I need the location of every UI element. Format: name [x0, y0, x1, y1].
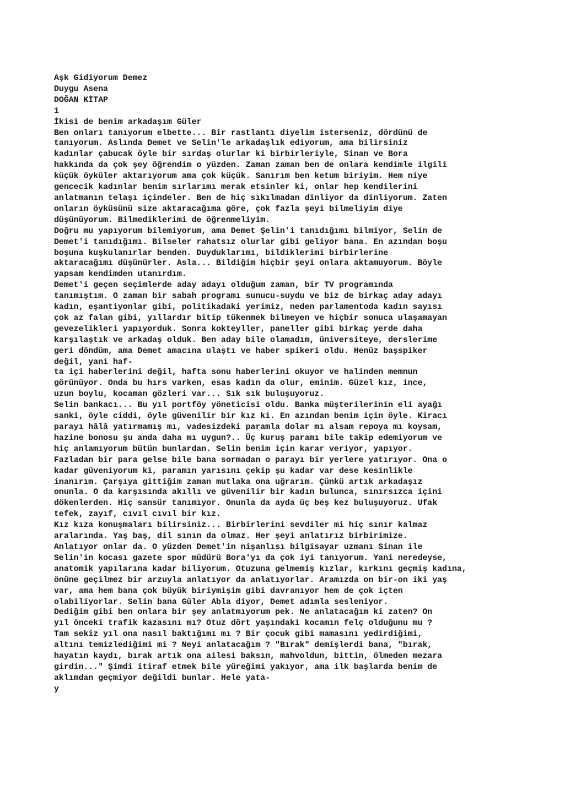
text-line: gevezelikleri yapıyorduk. Sonra kokteyller, paneller gibi birkaç yerde daha [54, 324, 423, 334]
text-line: düşünüyorum. Bilmediklerimi de öğrenmeliyim. [54, 215, 271, 225]
text-line: önüne geçilmez bir arzuyla anlatıyor da anlatıyorlar. Aramızda on bir-on iki yaş [54, 575, 448, 585]
text-line: girdin..." Şimdi itiraf etmek bile yüreğimi yakıyor, ama ilk başlarda benim de [54, 662, 438, 672]
text-line: y [54, 684, 59, 694]
text-line: Tam sekiz yıl ona nasıl baktığımı mı ? Bir çocuk gibi mamasını yedirdiğimi, [54, 630, 423, 640]
text-line: Demet'i tanıdığımı. Bilseler rahatsız olurlar gibi geliyor bana. En azından boşu [54, 237, 448, 247]
text-line: Selin'in kocası gazete spor müdürü Bora'yı da çok iyi tanıyorum. Yani neredeyse, [54, 553, 448, 563]
text-line: kadınlar çabucak öyle bir sırdaş olurlar ki birbirleriyle, Sinan ve Bora [54, 150, 408, 160]
text-line: Selin bankacı... Bu yıl portföy yöneticisi oldu. Banka müşterilerinin eli ayağı [54, 401, 443, 411]
text-line: Fazladan bir para gelse bile bana sormadan o parayı bir yerlere yatırıyor. Ona o [54, 455, 448, 465]
text-line: hayatın kaydı, bırak artık ona ailesi baksın, mahvoldun, bittin, ölmeden mezara [54, 652, 443, 662]
text-line: geri döndüm, ama Demet amacına ulaştı ve haber spikeri oldu. Henüz başspiker [54, 346, 428, 356]
text-line: İkisi de benim arkadaşım Güler [54, 117, 202, 127]
text-line: küçük öyküler aktarıyorum ama çok küçük. Sanırım ben ketum biriyim. Hem niye [54, 172, 428, 182]
text-line: onunla. O da karşısında akıllı ve güvenilir bir kadın bulunca, sınırsızca içini [54, 488, 443, 498]
text-line: karşılaştık ve arkadaş olduk. Ben aday bile olamadım, üniversiteye, derslerime [54, 335, 438, 345]
text-line: inanırım. Çarşıya gittiğim zaman mutlaka ona uğrarım. Çünkü artık arkadaşız [54, 477, 423, 487]
text-line: Duygu Asena [54, 84, 109, 94]
text-line: altını temizlediğimi mi ? Neyi anlatacağım ? "Bırak" demişlerdi bana, "bırak, [54, 641, 433, 651]
text-line: Aşk Gidiyorum Demez [54, 74, 148, 83]
text-line: anlatmanın telaşı içindeler. Ben de hiç sıkılmadan dinliyor da dinliyorum. Zaten [54, 193, 448, 203]
text-line: tefek, zayıf, cıvıl cıvıl bir kız. [54, 510, 222, 520]
text-line: sanki, öyle ciddi, öyle güvenilir bir kız ki. En azından benim için öyle. Kiracı [54, 412, 448, 422]
text-line: boşuna kuşkulanırlar benden. Duyduklarımı, bildiklerimi birbirlerine [54, 248, 389, 258]
text-line: değil, yani haf- [54, 357, 133, 367]
text-line: Demet'i geçen seçimlerde aday adayı olduğum zaman, bir TV programında [54, 281, 394, 291]
text-line: aralarında. Yaş baş, dil sının da olmaz. Her şeyi anlatırız birbirimize. [54, 532, 408, 542]
text-line: Kız kıza konuşmaları bilirsiniz... Birbirlerini sevdiler mi hiç sınır kalmaz [54, 521, 428, 531]
text-line: dökenlerden. Hiç sansür tanımıyor. Onunla da ayda üç beş kez buluşuyoruz. Ufak [54, 499, 438, 509]
text-line: gencecik kadınlar benim sırlarımı merak etsinler ki, onlar hep kendilerini [54, 183, 418, 193]
text-line: kadın, eşantiyonlar gibi, politikadaki yerimiz, neden parlamentoda kadın sayısı [54, 303, 443, 313]
text-line: 1 [54, 106, 59, 116]
text-line: aktaracağımı düşünürler. Asla... Bildiğim hiçbir şeyi onlara aktamuyorum. Böyle [54, 259, 443, 269]
text-line: tanıyorum. Aslında Demet ve Selin'le arkadaşlık ediyorum, ama bilirsiniz [54, 139, 408, 149]
text-line: yıl önceki trafik kazasını mı? Otuz dört yaşındaki kocamın felç olduğunu mu ? [54, 619, 433, 629]
text-line: kadar güveniyorum ki, paramın yarısını çekip şu kadar var dese kesinlikle [54, 466, 413, 476]
text-line: aklımdan geçmiyor değildi bunlar. Hele yata- [54, 673, 271, 683]
text-line: Doğru mu yapıyorum bilemiyorum, ama Demet Şelin'i tanıdığımı bilmiyor, Selin de [54, 226, 443, 236]
text-line: hakkında da çok şey öğrendim o yüzden. Zaman zaman ben de onlara kendimle ilgili [54, 161, 448, 171]
text-line: ta içi haberlerini değil, hafta sonu haberlerini okuyor ve halinden memnun [54, 368, 418, 378]
text-line: tanımıştım. O zaman bir sabah programı sunucu-suydu ve biz de birkaç aday adayı [54, 292, 443, 302]
text-line: Ben onları tanıyorum elbette... Bir rastlantı diyelim isterseniz, dördünü de [54, 128, 428, 138]
text-line: Dediğim gibi ben onlara bir şey anlatmıyorum pek. Ne anlatacağım ki zaten? On [54, 608, 433, 618]
document-page [54, 74, 554, 696]
text-line: çok az falan gibi, yıllardır bitip tükenmek bilmeyen ve hiçbir sonuca ulaşamayan [54, 313, 448, 323]
text-line: uzun boylu, kocaman gözleri var... Sık sık buluşuyoruz. [54, 390, 325, 400]
text-line: parayı hâlâ yatırmamış mı, vadesizdeki paramla dolar mı alsam repoya mı koysam, [54, 423, 443, 432]
text-line: görünüyor. Onda bu hırs varken, esas kadın da olur, eminim. Güzel kız, ince, [54, 379, 428, 389]
text-line: hiç anlamıyorum bütün bunlardan. Selin benim için karar veriyor, yapıyor. [54, 444, 413, 454]
text-line: hazine bonosu şu anda daha mı uygun?.. Üç kuruş paramı bile takip edemiyorum ve [54, 433, 443, 443]
text-line: Anlatıyor onlar da. O yüzden Demet'in nişanlısı bilgisayar uzmanı Sinan ile [54, 542, 423, 552]
text-line: var, ama hem bana çok büyük biriymişim gibi davranıyor hem de çok içten [54, 586, 403, 596]
text-line: olabiliyorlar. Selin bana Güler Abla diyor, Demet adımla sesleniyor. [54, 597, 389, 607]
text-line: onların öyküsünü size aktaracağıma göre, çok fazla şeyi bilmeliyim diye [54, 204, 403, 214]
text-line: DOĞAN KİTAP [54, 95, 109, 105]
text-line: yapsam kendimden utanırdım. [54, 270, 187, 280]
text-line: anatomik yapılarına kadar biliyorum. Otuzuna gelmemiş kızlar, kırkını geçmiş kadına, [54, 564, 467, 574]
